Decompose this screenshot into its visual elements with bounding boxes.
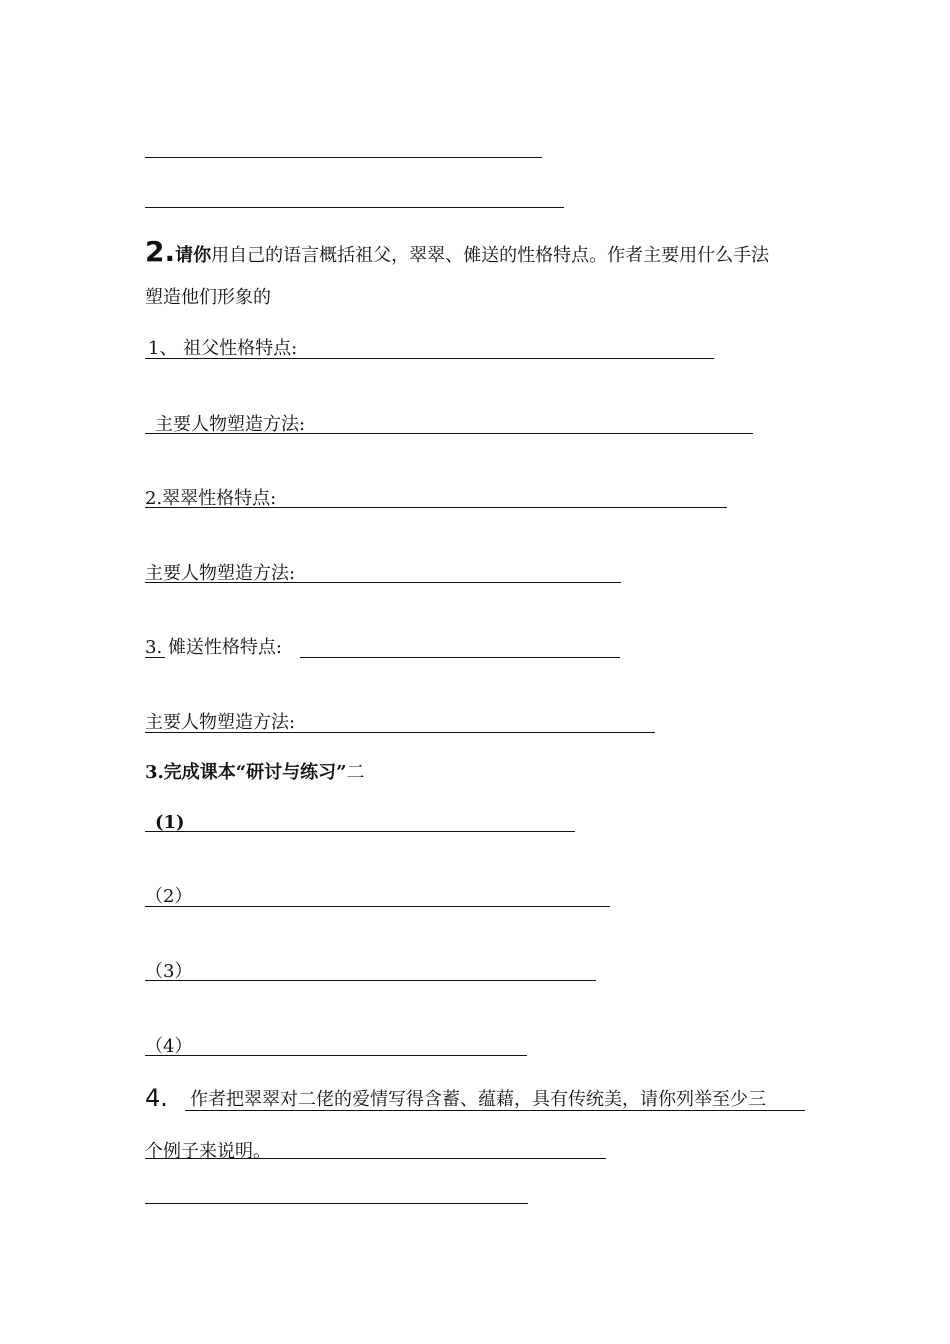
cuicui-method-label: 主要人物塑造方法: <box>145 563 296 584</box>
cuicui-method-answer-line[interactable] <box>145 582 621 583</box>
grandfather-method-answer-line[interactable] <box>145 433 753 434</box>
sub-question-3-label: （3） <box>145 961 193 982</box>
question-4-answer-line[interactable] <box>145 1158 606 1159</box>
question-text: 用自己的语言概括祖父，翠翠、傩送的性格特点。作者主要用什么手法 <box>211 245 770 266</box>
grandfather-method-label: 主要人物塑造方法: <box>155 414 306 435</box>
nuosong-trait-label <box>145 637 282 659</box>
question-3-heading <box>145 762 365 784</box>
answer-line[interactable] <box>145 1203 528 1204</box>
sub-question-3-answer-line[interactable] <box>145 980 596 981</box>
nuosong-method-label: 主要人物塑造方法: <box>145 712 296 733</box>
answer-line <box>145 157 542 158</box>
sub-question-2-answer-line[interactable] <box>145 906 610 907</box>
nuosong-number-underline <box>145 657 165 658</box>
question-4-number: 4. <box>145 1084 168 1112</box>
sub-question-1-answer-line[interactable] <box>145 831 575 832</box>
sub-question-4-label: （4） <box>145 1036 193 1057</box>
sub-question-1-label: (1) <box>155 812 185 833</box>
question-3-title: 3.完成课本“研讨与练习” <box>145 762 347 783</box>
cuicui-trait-label: 2.翠翠性格特点: <box>145 488 277 509</box>
question-4-text: 作者把翠翠对二佬的爱情写得含蓄、蕴藉，具有传统美，请你列举至少三 <box>190 1089 766 1110</box>
grandfather-trait-answer-line[interactable] <box>145 358 714 359</box>
cuicui-trait-answer-line[interactable] <box>145 507 727 508</box>
nuosong-method-answer-line[interactable] <box>145 732 655 733</box>
nuosong-trait-answer-line[interactable] <box>300 657 620 658</box>
question-3-title-tail: 二 <box>346 762 365 783</box>
question-number: 2. <box>145 235 176 268</box>
question-text-continued: 塑造他们形象的 <box>145 287 271 308</box>
nuosong-trait-text: 傩送性格特点: <box>162 637 282 658</box>
question-4-text-underline <box>185 1110 805 1111</box>
question-lead: 请你 <box>175 245 212 266</box>
question-4-text-continued: 个例子来说明。 <box>145 1141 271 1162</box>
grandfather-trait-label: 1、 祖父性格特点: <box>148 338 298 359</box>
nuosong-number: 3. <box>145 637 163 658</box>
question-2-heading <box>145 232 769 276</box>
sub-question-2-label: （2） <box>145 886 193 907</box>
answer-line <box>145 207 564 208</box>
sub-question-4-answer-line[interactable] <box>145 1055 527 1056</box>
